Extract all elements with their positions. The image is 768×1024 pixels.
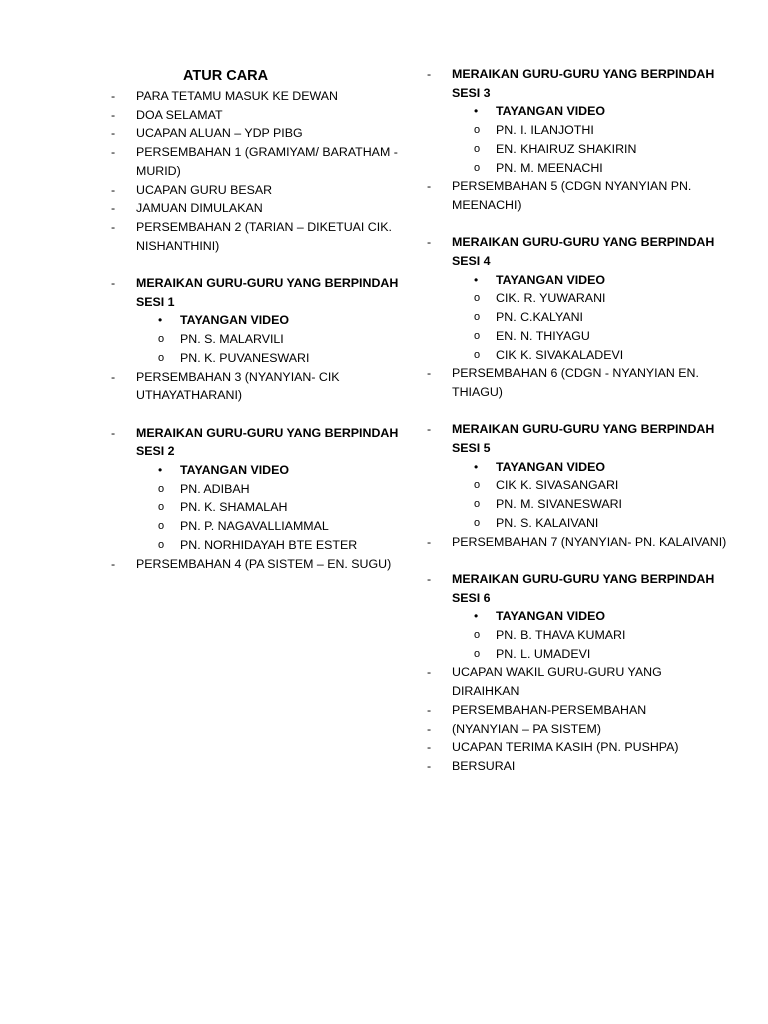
dash-marker: - <box>111 126 116 141</box>
video-label: TAYANGAN VIDEO <box>180 463 290 478</box>
teacher-name: CIK K. SIVAKALADEVI <box>496 347 624 362</box>
section-heading <box>452 65 727 102</box>
circle-bullet-icon: o <box>474 348 481 361</box>
teacher-name-item <box>452 308 727 327</box>
spacer <box>111 405 401 424</box>
video-item <box>136 311 401 330</box>
teacher-name: PN. P. NAGAVALLIAMMAL <box>180 519 329 534</box>
section-heading <box>452 233 727 270</box>
session-heading-row <box>111 274 401 311</box>
list-item-text: UCAPAN WAKIL GURU-GURU YANG DIRAIHKAN <box>452 665 662 699</box>
dash-marker: - <box>427 179 432 194</box>
teacher-name-item <box>452 645 727 664</box>
dash-marker: - <box>427 422 432 437</box>
dash-marker: - <box>111 201 116 216</box>
list-item <box>427 738 727 757</box>
session-label: SESI 1 <box>136 294 175 309</box>
list-item-text: UCAPAN GURU BESAR <box>136 182 273 197</box>
teacher-name: PN. B. THAVA KUMARI <box>496 628 626 643</box>
circle-bullet-icon: o <box>158 520 165 533</box>
section-heading <box>452 570 727 607</box>
circle-bullet-icon: o <box>474 142 481 155</box>
session-block <box>427 65 727 177</box>
teacher-name-item <box>452 289 727 308</box>
left-column <box>111 65 401 573</box>
teacher-name: CIK. R. YUWARANI <box>496 291 606 306</box>
video-label: TAYANGAN VIDEO <box>496 104 606 119</box>
video-item <box>452 607 727 626</box>
teacher-name-item <box>452 327 727 346</box>
session-heading-row <box>111 424 401 461</box>
list-item <box>427 177 727 214</box>
list-item <box>111 218 401 255</box>
circle-bullet-icon: o <box>158 482 165 495</box>
section-heading-text: MERAIKAN GURU-GURU YANG BERPINDAH <box>452 422 715 437</box>
list-item-text: (NYANYIAN – PA SISTEM) <box>452 721 601 736</box>
session-block <box>427 570 727 664</box>
teacher-name: PN. ADIBAH <box>180 481 250 496</box>
teacher-name-item <box>452 626 727 645</box>
list-item-text: PERSEMBAHAN 7 (NYANYIAN- PN. KALAIVANI) <box>452 534 727 549</box>
teacher-name-item <box>136 330 401 349</box>
dash-marker: - <box>427 740 432 755</box>
list-item-text: PERSEMBAHAN 1 (GRAMIYAM/ BARATHAM - MURID) <box>136 145 398 178</box>
list-item-text: PERSEMBAHAN 5 (CDGN NYANYIAN PN. MEENACHI) <box>452 179 692 212</box>
dash-marker: - <box>427 235 432 250</box>
dash-marker: - <box>111 369 116 384</box>
list-item-text: BERSURAI <box>452 758 516 773</box>
video-label: TAYANGAN VIDEO <box>180 313 290 328</box>
teacher-name-item <box>452 476 727 495</box>
circle-bullet-icon: o <box>474 161 481 174</box>
teacher-name-item <box>452 140 727 159</box>
bullet-icon: • <box>474 459 479 474</box>
session-label: SESI 5 <box>452 441 491 456</box>
session-label: SESI 3 <box>452 85 491 100</box>
section-heading <box>452 420 727 457</box>
list-item <box>111 87 401 106</box>
dash-marker: - <box>111 89 116 103</box>
circle-bullet-icon: o <box>474 292 481 305</box>
circle-bullet-icon: o <box>474 311 481 324</box>
session-block <box>111 424 401 555</box>
dash-marker: - <box>111 107 116 122</box>
dash-marker: - <box>111 425 116 440</box>
bullet-icon: • <box>158 313 163 328</box>
teacher-name-item <box>452 121 727 140</box>
session-block <box>427 233 727 364</box>
session-heading-row <box>427 420 727 457</box>
circle-bullet-icon: o <box>474 516 481 529</box>
teacher-name: PN. S. MALARVILI <box>180 332 284 347</box>
video-item <box>452 102 727 121</box>
video-label: TAYANGAN VIDEO <box>496 272 606 287</box>
list-item-text: UCAPAN ALUAN – YDP PIBG <box>136 126 303 141</box>
list-item-text: PERSEMBAHAN 2 (TARIAN – DIKETUAI CIK. NISHANTHINI) <box>136 219 392 253</box>
teacher-name: PN. M. MEENACHI <box>496 160 603 175</box>
session-label: SESI 2 <box>136 444 175 459</box>
dash-marker: - <box>427 758 432 773</box>
session-heading-row <box>427 570 727 607</box>
teacher-name-item <box>136 480 401 499</box>
dash-marker: - <box>111 219 116 234</box>
list-item <box>427 364 727 401</box>
video-label: TAYANGAN VIDEO <box>496 609 606 624</box>
dash-marker: - <box>111 276 116 291</box>
session-block <box>427 420 727 532</box>
teacher-name-item <box>136 517 401 536</box>
dash-marker: - <box>427 534 432 549</box>
section-heading-text: MERAIKAN GURU-GURU YANG BERPINDAH <box>452 67 715 81</box>
list-item <box>427 663 727 700</box>
spacer <box>427 551 727 570</box>
list-item <box>427 701 727 720</box>
teacher-name: PN. K. SHAMALAH <box>180 500 288 515</box>
teacher-name: PN. I. ILANJOTHI <box>496 123 594 138</box>
list-item-text: PERSEMBAHAN 3 (NYANYIAN- CIK UTHAYATHARANI) <box>136 369 340 403</box>
section-heading-text: MERAIKAN GURU-GURU YANG BERPINDAH <box>136 425 399 440</box>
circle-bullet-icon: o <box>158 351 165 364</box>
section-heading <box>136 274 401 311</box>
dash-marker: - <box>427 571 432 586</box>
teacher-name: EN. N. THIYAGU <box>496 328 590 343</box>
teacher-name: PN. K. PUVANESWARI <box>180 350 310 365</box>
video-item <box>452 458 727 477</box>
circle-bullet-icon: o <box>474 479 481 492</box>
circle-bullet-icon: o <box>158 501 165 514</box>
dash-marker: - <box>427 366 432 381</box>
bullet-icon: • <box>474 272 479 287</box>
teacher-name: CIK K. SIVASANGARI <box>496 478 619 493</box>
session-block <box>111 274 401 368</box>
list-item <box>111 555 401 574</box>
page-title: ATUR CARA <box>183 68 269 84</box>
session-heading-row <box>427 233 727 270</box>
section-heading-text: MERAIKAN GURU-GURU YANG BERPINDAH <box>452 235 715 250</box>
list-item <box>427 757 727 776</box>
list-item-text: UCAPAN TERIMA KASIH (PN. PUSHPA) <box>452 740 679 755</box>
dash-marker: - <box>111 145 116 160</box>
right-column <box>427 65 727 776</box>
circle-bullet-icon: o <box>474 647 481 660</box>
session-label: SESI 4 <box>452 254 491 269</box>
list-item <box>427 720 727 739</box>
dash-marker: - <box>111 182 116 197</box>
bullet-icon: • <box>474 104 479 119</box>
list-item-text: PARA TETAMU MASUK KE DEWAN <box>136 89 338 103</box>
teacher-name-item <box>452 495 727 514</box>
dash-marker: - <box>427 665 432 680</box>
list-item <box>111 181 401 200</box>
video-item <box>452 271 727 290</box>
teacher-name-item <box>136 536 401 555</box>
teacher-name: PN. NORHIDAYAH BTE ESTER <box>180 537 358 552</box>
spacer <box>111 255 401 274</box>
list-item-text: PERSEMBAHAN-PERSEMBAHAN <box>452 702 647 717</box>
teacher-name-item <box>452 159 727 178</box>
list-item <box>111 368 401 405</box>
list-item-text: DOA SELAMAT <box>136 107 223 122</box>
teacher-name-item <box>452 514 727 533</box>
circle-bullet-icon: o <box>474 498 481 511</box>
bullet-icon: • <box>158 463 163 478</box>
session-label: SESI 6 <box>452 590 491 605</box>
teacher-name-item <box>136 498 401 517</box>
teacher-name-item <box>452 346 727 365</box>
video-label: TAYANGAN VIDEO <box>496 459 606 474</box>
section-heading-text: MERAIKAN GURU-GURU YANG BERPINDAH <box>452 571 715 586</box>
circle-bullet-icon: o <box>158 333 165 346</box>
spacer <box>427 215 727 234</box>
list-item <box>111 124 401 143</box>
dash-marker: - <box>427 721 432 736</box>
dash-marker: - <box>111 556 116 571</box>
list-item <box>111 199 401 218</box>
bullet-icon: • <box>474 609 479 624</box>
teacher-name: PN. L. UMADEVI <box>496 646 591 661</box>
dash-marker: - <box>427 702 432 717</box>
list-item-text: PERSEMBAHAN 4 (PA SISTEM – EN. SUGU) <box>136 556 392 571</box>
list-item <box>427 533 727 552</box>
circle-bullet-icon: o <box>158 538 165 551</box>
list-item <box>111 143 401 180</box>
session-heading-row <box>427 65 727 102</box>
circle-bullet-icon: o <box>474 329 481 342</box>
list-item <box>111 106 401 125</box>
video-item <box>136 461 401 480</box>
dash-marker: - <box>427 67 432 81</box>
teacher-name: PN. M. SIVANESWARI <box>496 497 622 512</box>
teacher-name: PN. S. KALAIVANI <box>496 515 599 530</box>
list-item-text: JAMUAN DIMULAKAN <box>136 201 263 216</box>
circle-bullet-icon: o <box>474 629 481 642</box>
teacher-name: PN. C.KALYANI <box>496 310 583 325</box>
teacher-name: EN. KHAIRUZ SHAKIRIN <box>496 141 637 156</box>
circle-bullet-icon: o <box>474 124 481 137</box>
spacer <box>427 402 727 421</box>
teacher-name-item <box>136 349 401 368</box>
list-item-text: PERSEMBAHAN 6 (CDGN - NYANYIAN EN. THIAGU) <box>452 366 699 399</box>
section-heading-text: MERAIKAN GURU-GURU YANG BERPINDAH <box>136 276 399 291</box>
section-heading <box>136 424 401 461</box>
